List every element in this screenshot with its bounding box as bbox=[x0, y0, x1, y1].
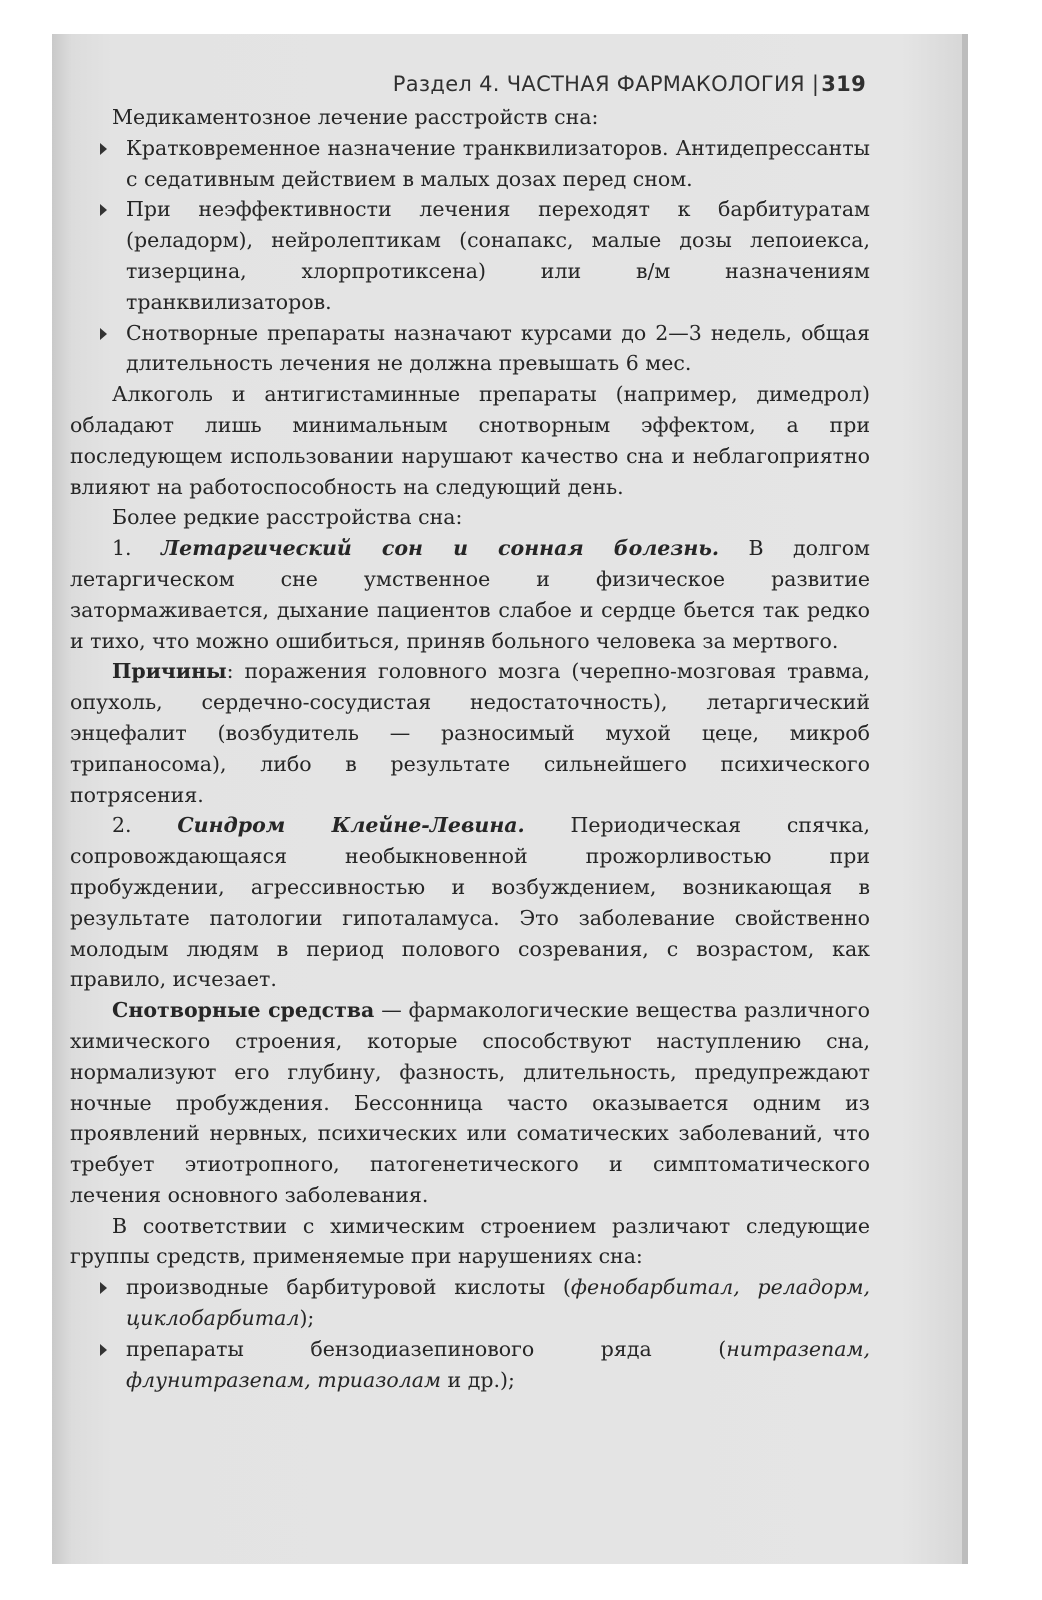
drug-names: нитразепам, флунитразепам, триазолам bbox=[126, 1336, 870, 1392]
drug-names: фенобарбитал, реладорм, циклобарбитал bbox=[126, 1275, 870, 1331]
bullet-triangle-icon bbox=[100, 204, 107, 216]
section-title: Раздел 4. ЧАСТНАЯ ФАРМАКОЛОГИЯ bbox=[392, 72, 805, 96]
list-item bbox=[70, 194, 870, 317]
bullet-triangle-icon bbox=[100, 143, 107, 155]
page-number: 319 bbox=[821, 72, 866, 96]
list-item bbox=[70, 133, 870, 195]
hypnotics-term: Снотворные средства bbox=[112, 998, 375, 1023]
paragraph-causes bbox=[70, 656, 870, 810]
header-separator: | bbox=[811, 72, 820, 96]
paragraph-hypnotics bbox=[70, 995, 870, 1211]
paragraph-rare-disorders: Более редкие расстройства сна: bbox=[112, 505, 463, 530]
group-text: производные барбитуровой кислоты ( bbox=[126, 1275, 571, 1300]
group-text-end: ); bbox=[299, 1306, 315, 1331]
list-item bbox=[70, 1272, 870, 1334]
paragraph-kleine-levin bbox=[70, 810, 870, 995]
item-text: В долгом летаргическом сне умственное и физическое развитие затормаживается, дыхание пациентов слабое и сердце бьется так редко и тихо, что можно ошибиться, приняв больного человека за мертвого. bbox=[70, 536, 871, 653]
item-number: 1. bbox=[112, 536, 162, 561]
paragraph-lethargic-sleep bbox=[70, 533, 870, 656]
paragraph-intro: Медикаментозное лечение расстройств сна: bbox=[112, 105, 599, 129]
running-header bbox=[70, 66, 870, 102]
body-text bbox=[70, 102, 870, 1395]
drug-groups-list bbox=[70, 1272, 870, 1395]
paragraph-classification: В соответствии с химическим строением различают следующие группы средств, применяемые при нарушениях сна: bbox=[70, 1213, 870, 1269]
bullet-triangle-icon bbox=[100, 1344, 107, 1356]
bullet-triangle-icon bbox=[100, 328, 107, 340]
item-number: 2. bbox=[112, 813, 178, 838]
causes-text: : поражения головного мозга (черепно-мозговая травма, опухоль, сердечно-сосудистая недостаточность), летаргический энцефалит (возбудитель — разносимый мухой цеце, микроб трипаносома), либо в результате сильнейшего психического потрясения. bbox=[70, 659, 870, 807]
bullet-triangle-icon bbox=[100, 1282, 107, 1294]
causes-label: Причины bbox=[112, 659, 227, 684]
list-item bbox=[70, 1334, 870, 1396]
treatment-list bbox=[70, 133, 870, 379]
book-page bbox=[70, 66, 870, 1395]
hypnotics-text: — фармакологические вещества различного химического строения, которые способствуют наступлению сна, нормализуют его глубину, фазность, длительность, предупреждают ночные пробуждения. Бессонница часто оказывается одним из проявлений нервных, психических или соматических заболеваний, что требует этиотропного, патогенетического и симптоматического лечения основного заболевания. bbox=[70, 998, 870, 1207]
paragraph-alcohol: Алкоголь и антигистаминные препараты (например, димедрол) обладают лишь минимальным снотворным эффектом, а при последующем использовании нарушают качество сна и неблагоприятно влияют на работоспособность на следующий день. bbox=[70, 382, 870, 499]
page-edge-shadow bbox=[962, 34, 968, 1564]
list-item bbox=[70, 318, 870, 380]
list-item-text: При неэффективности лечения переходят к барбитуратам (реладорм), нейролептикам (сонапакс, малые дозы лепоиекса, тизерцина, хлорпротиксена) или в/м назначениям транквилизаторов. bbox=[126, 197, 870, 314]
item-title: Синдром Клейне-Левина. bbox=[177, 813, 525, 838]
item-text: Периодическая спячка, сопровождающаяся необыкновенной прожорливостью при пробуждении, агрессивностью и возбуждением, возникающая в результате патологии гипоталамуса. Это заболевание свойственно молодым людям в период полового созревания, с возрастом, как правило, исчезает. bbox=[70, 813, 870, 992]
list-item-text: Кратковременное назначение транквилизаторов. Антидепрессанты с седативным действием в малых дозах перед сном. bbox=[126, 135, 870, 191]
list-item-text: Снотворные препараты назначают курсами до 2—3 недель, общая длительность лечения не должна превышать 6 мес. bbox=[126, 320, 870, 376]
group-text: препараты бензодиазепинового ряда ( bbox=[126, 1336, 727, 1361]
item-title: Летаргический сон и сонная болезнь. bbox=[161, 536, 719, 561]
group-text-end: и др.); bbox=[441, 1367, 515, 1392]
